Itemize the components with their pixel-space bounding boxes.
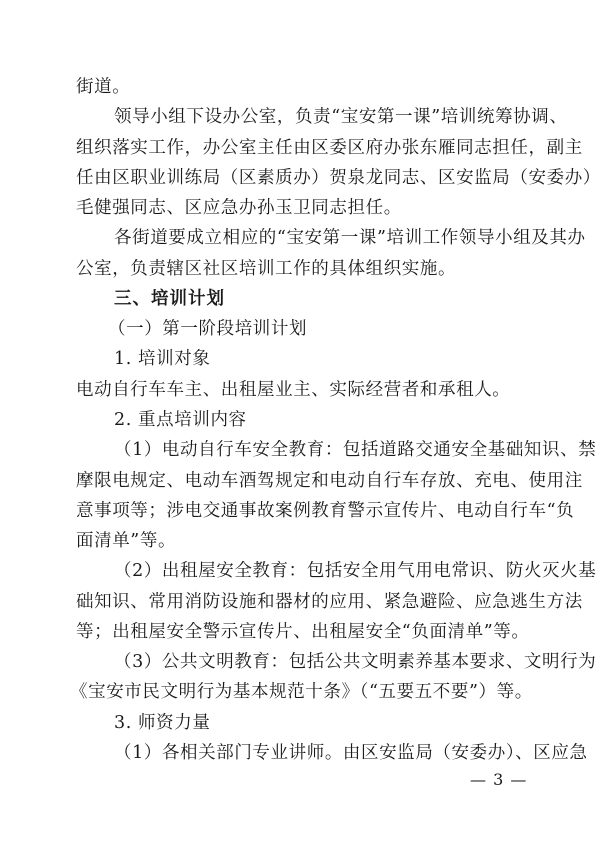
body-line: （2）出租屋安全教育：包括安全用气用电常识、防火灭火基 (114, 561, 597, 581)
body-line: （1）电动自行车安全教育：包括道路交通安全基础知识、禁 (114, 440, 597, 460)
body-line: 街道。 (76, 77, 131, 97)
body-line: 电动自行车车主、出租屋业主、实际经营者和承租人。 (76, 380, 511, 400)
body-line: 各街道要成立相应的“宝安第一课”培训工作领导小组及其办 (114, 228, 586, 248)
item-heading: 2. 重点培训内容 (114, 410, 247, 430)
body-line: 组织落实工作，办公室主任由区委区府办张东雁同志担任，副主 (76, 138, 583, 158)
body-line: （1）各相关部门专业讲师。由区安监局（安委办）、区应急 (114, 743, 588, 763)
item-heading: 1. 培训对象 (114, 349, 211, 369)
body-line: 《宝安市民文明行为基本规范十条》（“五要五不要”）等。 (70, 682, 533, 702)
item-heading: 3. 师资力量 (114, 713, 211, 733)
body-line: 等；出租屋安全警示宣传片、出租屋安全“负面清单”等。 (76, 622, 530, 642)
body-line: 摩限电规定、电动车酒驾规定和电动自行车存放、充电、使用注 (76, 471, 583, 491)
body-line: （3）公共文明教育：包括公共文明素养基本要求、文明行为 (114, 652, 597, 672)
section-heading: 三、培训计划 (114, 289, 225, 309)
body-line: 意事项等；涉电交通事故案例教育警示宣传片、电动自行车“负 (76, 501, 575, 521)
body-line: 面清单”等。 (76, 531, 177, 551)
body-line: 毛健强同志、区应急办孙玉卫同志担任。 (76, 198, 402, 218)
body-line: 领导小组下设办公室，负责“宝安第一课”培训统筹协调、 (114, 107, 568, 127)
page-number: — 3 — (470, 770, 528, 789)
body-line: 任由区职业训练局（区素质办）贺泉龙同志、区安监局（安委办） (76, 168, 601, 188)
body-line: 础知识、常用消防设施和器材的应用、紧急避险、应急逃生方法 (76, 592, 583, 612)
body-line: 公室，负责辖区社区培训工作的具体组织实施。 (76, 259, 457, 279)
subsection-heading: （一）第一阶段培训计划 (108, 319, 308, 339)
